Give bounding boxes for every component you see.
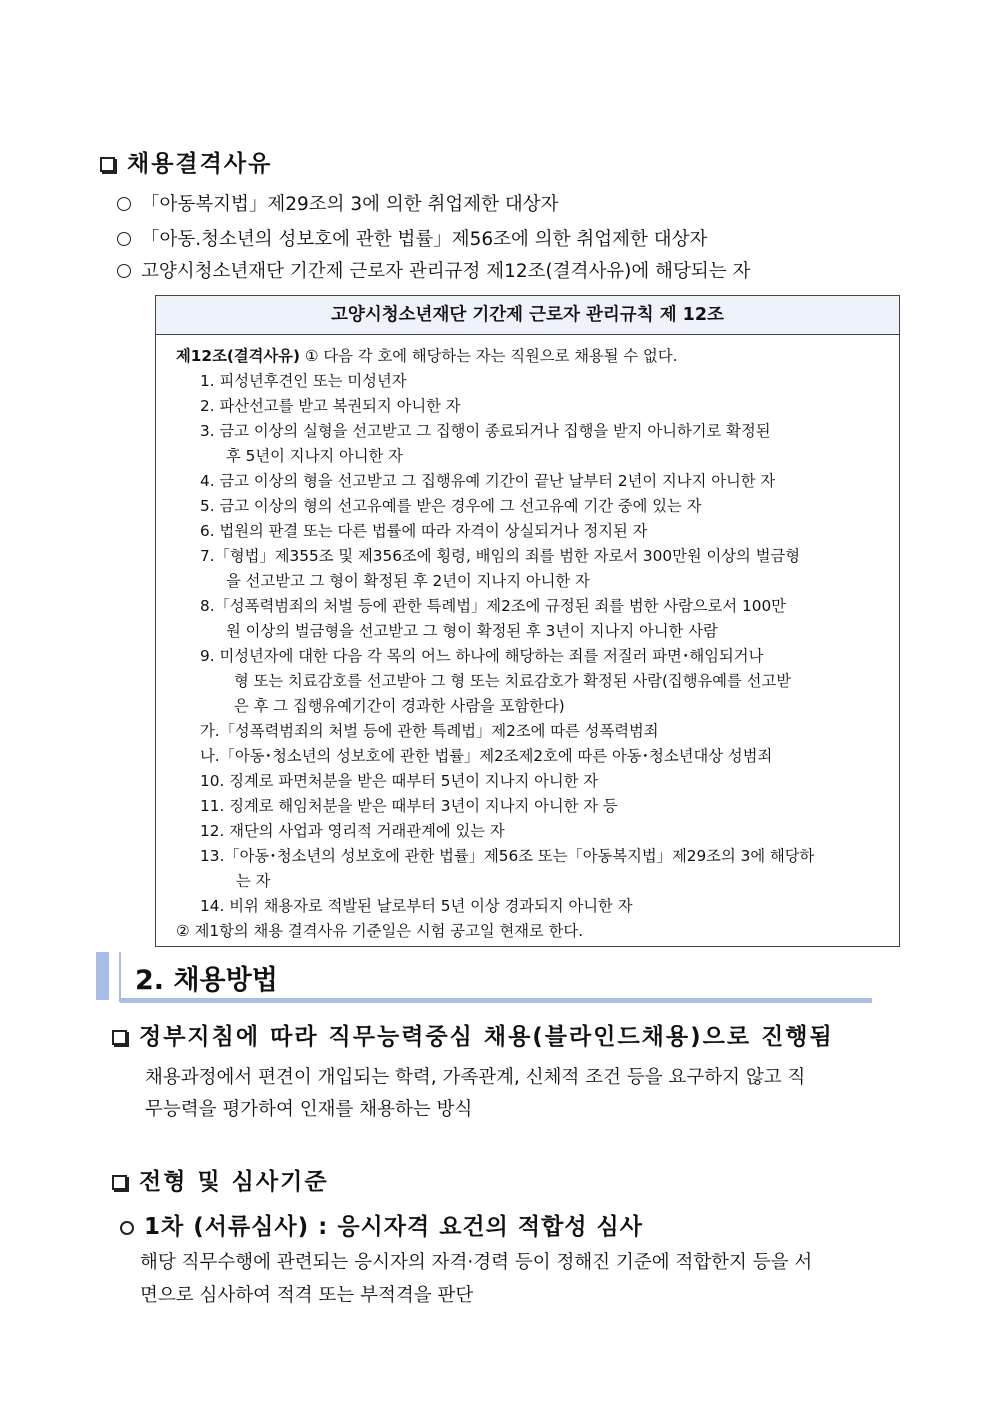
section-accent-bar — [96, 952, 109, 1000]
article-clause-2: ② 제1항의 채용 결격사유 기준일은 시험 공고일 현재로 한다. — [176, 922, 584, 940]
section-divider-vertical — [119, 952, 121, 1002]
square-bullet-icon — [100, 157, 115, 172]
article-item: 8.「성폭력범죄의 처벌 등에 관한 특례법」제2조에 규정된 죄를 범한 사람으로서 100만 — [200, 597, 786, 615]
subsection-heading-screening-criteria: 전형 및 심사기준 — [112, 1163, 329, 1196]
section-underline — [120, 998, 872, 1003]
paragraph-line: 해당 직무수행에 관련되는 응시자의 자격·경력 등이 정해진 기준에 적합한지 등을 서 — [140, 1252, 813, 1273]
article-item: 6. 법원의 판결 또는 다른 법률에 따라 자격이 상실되거나 정지된 자 — [200, 522, 648, 540]
article-item: 7.「형법」제355조 및 제356조에 횡령, 배임의 죄를 범한 자로서 300만원 이상의 벌금형 — [200, 547, 801, 565]
section-heading-disqualification: 채용결격사유 — [100, 145, 272, 178]
paragraph-line: 무능력을 평가하여 인재를 채용하는 방식 — [145, 1099, 473, 1120]
regulation-box-title: 고양시청소년재단 기간제 근로자 관리규칙 제 12조 — [156, 296, 899, 335]
circle-bullet-icon — [117, 264, 131, 278]
article-item: 은 후 그 집행유예기간이 경과한 사람을 포함한다) — [234, 697, 565, 715]
article-item: 4. 금고 이상의 형을 선고받고 그 집행유예 기간이 끝난 날부터 2년이 지나지 아니한 자 — [200, 472, 776, 490]
article-item: 12. 재단의 사업과 영리적 거래관계에 있는 자 — [200, 822, 505, 840]
circle-bullet-icon — [117, 232, 131, 246]
article-label: 제12조(결격사유) — [176, 347, 300, 365]
article-intro — [176, 344, 677, 366]
article-item: 1. 피성년후견인 또는 미성년자 — [200, 372, 407, 390]
square-bullet-icon — [112, 1030, 127, 1045]
bullet-item: 「아동.청소년의 성보호에 관한 법률」제56조에 의한 취업제한 대상자 — [117, 225, 707, 251]
article-item: 형 또는 치료감호를 선고받아 그 형 또는 치료감호가 확정된 사람(집행유예를 선고받 — [234, 672, 792, 690]
square-bullet-icon — [112, 1175, 127, 1190]
article-item: 원 이상의 벌금형을 선고받고 그 형이 확정된 후 3년이 지나지 아니한 사람 — [226, 622, 718, 640]
article-item: 2. 파산선고를 받고 복권되지 아니한 자 — [200, 397, 461, 415]
article-item: 13.「아동･청소년의 성보호에 관한 법률」제56조 또는「아동복지법」제29조의 3에 해당하 — [200, 847, 815, 865]
screening-step-1-heading: 1차 (서류심사) : 응시자격 요건의 적합성 심사 — [120, 1208, 643, 1241]
article-item: 10. 징계로 파면처분을 받은 때부터 5년이 지나지 아니한 자 — [200, 772, 599, 790]
article-item: 을 선고받고 그 형이 확정된 후 2년이 지나지 아니한 자 — [226, 572, 590, 590]
article-item: 11. 징계로 해임처분을 받은 때부터 3년이 지나지 아니한 자 등 — [200, 797, 618, 815]
article-intro-text: ① 다음 각 호에 해당하는 자는 직원으로 채용될 수 없다. — [304, 347, 678, 365]
paragraph-line: 채용과정에서 편견이 개입되는 학력, 가족관계, 신체적 조건 등을 요구하지 않고 직 — [145, 1067, 806, 1088]
article-item: 9. 미성년자에 대한 다음 각 목의 어느 하나에 해당하는 죄를 저질러 파면･해임되거나 — [200, 647, 764, 665]
circle-bullet-icon — [120, 1221, 134, 1235]
paragraph-line: 면으로 심사하여 적격 또는 부적격을 판단 — [140, 1285, 474, 1306]
regulation-box — [155, 295, 900, 947]
subsection-heading-blind-hiring: 정부지침에 따라 직무능력중심 채용(블라인드채용)으로 진행됨 — [112, 1018, 834, 1051]
article-item: 나.「아동･청소년의 성보호에 관한 법률」제2조제2호에 따른 아동･청소년대상 성범죄 — [200, 747, 773, 765]
article-item: 14. 비위 채용자로 적발된 날로부터 5년 이상 경과되지 아니한 자 — [200, 897, 633, 915]
bullet-item: 고양시청소년재단 기간제 근로자 관리규정 제12조(결격사유)에 해당되는 자 — [117, 257, 750, 283]
article-item: 가.「성폭력범죄의 처벌 등에 관한 특례법」제2조에 따른 성폭력범죄 — [200, 722, 659, 740]
bullet-item: 「아동복지법」제29조의 3에 의한 취업제한 대상자 — [117, 190, 559, 216]
section-title-hiring-method: 2. 채용방법 — [135, 965, 278, 996]
article-item: 는 자 — [236, 872, 271, 890]
circle-bullet-icon — [117, 197, 131, 211]
article-item: 후 5년이 지나지 아니한 자 — [226, 447, 403, 465]
article-item: 5. 금고 이상의 형의 선고유예를 받은 경우에 그 선고유예 기간 중에 있는 자 — [200, 497, 702, 515]
article-item: 3. 금고 이상의 실형을 선고받고 그 집행이 종료되거나 집행을 받지 아니하기로 확정된 — [200, 422, 771, 440]
